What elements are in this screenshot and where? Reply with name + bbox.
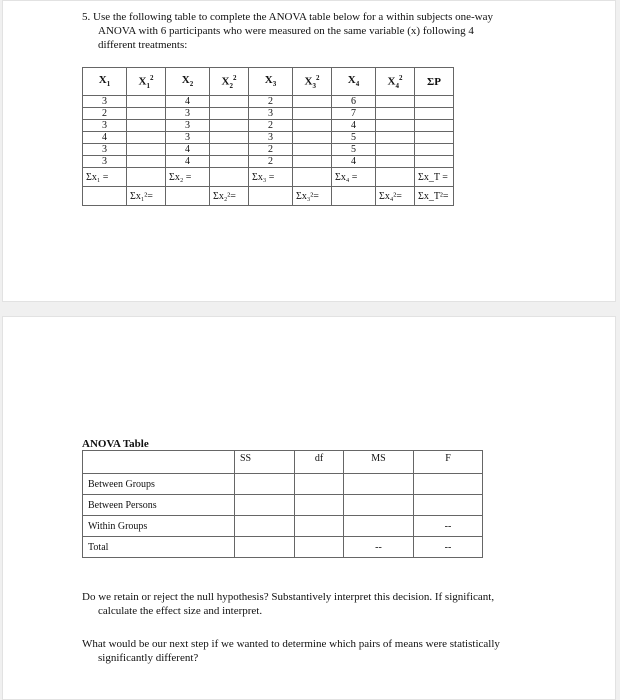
table-cell xyxy=(127,144,166,156)
question-line-1: 5. Use the following table to complete the ANOVA table below for a within subjects one-way xyxy=(82,11,493,23)
anova-cell: -- xyxy=(344,537,414,558)
data-table-header-row xyxy=(83,68,454,96)
table-cell: 3 xyxy=(83,120,127,132)
table-cell: 3 xyxy=(83,144,127,156)
table-cell xyxy=(210,144,249,156)
sum-cell xyxy=(376,168,415,187)
table-cell: 5 xyxy=(332,132,376,144)
table-cell: 6 xyxy=(332,96,376,108)
table-cell: 7 xyxy=(332,108,376,120)
anova-title: ANOVA Table xyxy=(82,438,149,450)
table-row xyxy=(83,96,454,108)
anova-column-header: MS xyxy=(344,451,414,474)
anova-row xyxy=(83,495,483,516)
table-cell: 4 xyxy=(166,96,210,108)
table-cell: 3 xyxy=(249,132,293,144)
anova-cell xyxy=(344,474,414,495)
table-cell: 3 xyxy=(249,108,293,120)
sum-cell: Σx₄²= xyxy=(376,187,415,206)
table-cell xyxy=(376,156,415,168)
table-cell xyxy=(127,120,166,132)
question-2-line-2: calculate the effect size and interpret. xyxy=(98,605,263,617)
question-2 xyxy=(82,590,542,618)
table-cell: 2 xyxy=(249,156,293,168)
sum-cell xyxy=(166,187,210,206)
table-row xyxy=(83,132,454,144)
table-cell xyxy=(376,96,415,108)
anova-column-header: df xyxy=(295,451,344,474)
table-row xyxy=(83,156,454,168)
table-cell xyxy=(210,120,249,132)
sum-cell xyxy=(332,187,376,206)
column-header: $X_4^2$ xyxy=(376,68,415,96)
table-cell: 3 xyxy=(83,96,127,108)
column-header: $X_3^2$ xyxy=(293,68,332,96)
anova-row xyxy=(83,474,483,495)
table-cell xyxy=(376,144,415,156)
anova-column-header: F xyxy=(414,451,483,474)
anova-column-header xyxy=(83,451,235,474)
table-cell xyxy=(376,120,415,132)
anova-row xyxy=(83,516,483,537)
sum-cell: Σx₁²= xyxy=(127,187,166,206)
anova-cell xyxy=(344,495,414,516)
sum-cell xyxy=(83,187,127,206)
table-cell xyxy=(127,96,166,108)
anova-cell xyxy=(295,474,344,495)
sum-cell: Σx₃²= xyxy=(293,187,332,206)
anova-cell xyxy=(235,516,295,537)
anova-cell: -- xyxy=(414,537,483,558)
column-header: $X_2$ xyxy=(166,68,210,96)
anova-cell xyxy=(414,495,483,516)
column-header: $X_1^2$ xyxy=(127,68,166,96)
anova-cell xyxy=(235,495,295,516)
anova-cell xyxy=(344,516,414,537)
column-header: $X_2^2$ xyxy=(210,68,249,96)
column-header: ΣP xyxy=(415,68,454,96)
anova-cell xyxy=(414,474,483,495)
sum-row xyxy=(83,168,454,187)
table-cell xyxy=(210,108,249,120)
table-cell xyxy=(127,108,166,120)
table-cell xyxy=(293,132,332,144)
table-cell: 2 xyxy=(249,144,293,156)
anova-cell xyxy=(295,495,344,516)
sum-cell xyxy=(127,168,166,187)
table-cell xyxy=(415,132,454,144)
table-cell: 2 xyxy=(249,120,293,132)
table-cell: 4 xyxy=(166,156,210,168)
table-cell xyxy=(127,132,166,144)
table-cell: 2 xyxy=(249,96,293,108)
question-3-line-2: significantly different? xyxy=(98,652,199,664)
anova-cell xyxy=(235,537,295,558)
question-line-2: ANOVA with 6 participants who were measured on the same variable (x) following 4 xyxy=(98,25,474,37)
sum-cell xyxy=(210,168,249,187)
table-cell xyxy=(210,156,249,168)
question-text xyxy=(82,10,552,52)
table-cell xyxy=(415,108,454,120)
column-header: $X_3$ xyxy=(249,68,293,96)
sum-cell xyxy=(249,187,293,206)
table-cell xyxy=(210,96,249,108)
table-cell: 2 xyxy=(83,108,127,120)
anova-row-label: Within Groups xyxy=(83,516,235,537)
anova-row-label: Total xyxy=(83,537,235,558)
anova-cell xyxy=(235,474,295,495)
table-cell: 4 xyxy=(166,144,210,156)
table-cell: 3 xyxy=(83,156,127,168)
table-cell: 3 xyxy=(166,108,210,120)
data-table xyxy=(82,67,454,206)
sum-cell xyxy=(293,168,332,187)
column-header: $X_1$ xyxy=(83,68,127,96)
table-cell xyxy=(376,132,415,144)
table-cell xyxy=(210,132,249,144)
table-cell xyxy=(293,144,332,156)
sum-cell: Σx₂ = xyxy=(166,168,210,187)
anova-table xyxy=(82,450,483,558)
table-row xyxy=(83,120,454,132)
anova-row xyxy=(83,537,483,558)
question-2-line-1: Do we retain or reject the null hypothesis? Substantively interpret this decision. If significant, xyxy=(82,591,495,603)
question-3 xyxy=(82,637,542,665)
sum-cell: Σx₃ = xyxy=(249,168,293,187)
table-cell xyxy=(376,108,415,120)
table-cell xyxy=(415,96,454,108)
table-cell xyxy=(415,144,454,156)
anova-cell xyxy=(295,516,344,537)
column-header: $X_4$ xyxy=(332,68,376,96)
sum-cell: Σx₂²= xyxy=(210,187,249,206)
table-cell: 4 xyxy=(332,156,376,168)
table-cell xyxy=(293,96,332,108)
table-row xyxy=(83,144,454,156)
table-cell: 4 xyxy=(83,132,127,144)
table-cell: 4 xyxy=(332,120,376,132)
question-3-line-1: What would be our next step if we wanted to determine which pairs of means were statistically xyxy=(82,638,500,650)
table-cell xyxy=(293,156,332,168)
table-cell: 3 xyxy=(166,120,210,132)
table-cell xyxy=(415,156,454,168)
anova-column-header: SS xyxy=(235,451,295,474)
table-cell xyxy=(415,120,454,132)
anova-cell xyxy=(295,537,344,558)
sum-cell: Σx₁ = xyxy=(83,168,127,187)
anova-cell: -- xyxy=(414,516,483,537)
anova-row-label: Between Groups xyxy=(83,474,235,495)
sum-cell: Σx₄ = xyxy=(332,168,376,187)
question-line-3: different treatments: xyxy=(98,39,188,51)
table-cell xyxy=(293,108,332,120)
sum-squares-row xyxy=(83,187,454,206)
anova-header-row xyxy=(83,451,483,474)
table-cell: 5 xyxy=(332,144,376,156)
sum-cell: Σx_T²= xyxy=(415,187,454,206)
table-row xyxy=(83,108,454,120)
sum-cell: Σx_T = xyxy=(415,168,454,187)
anova-row-label: Between Persons xyxy=(83,495,235,516)
table-cell xyxy=(293,120,332,132)
table-cell xyxy=(127,156,166,168)
table-cell: 3 xyxy=(166,132,210,144)
